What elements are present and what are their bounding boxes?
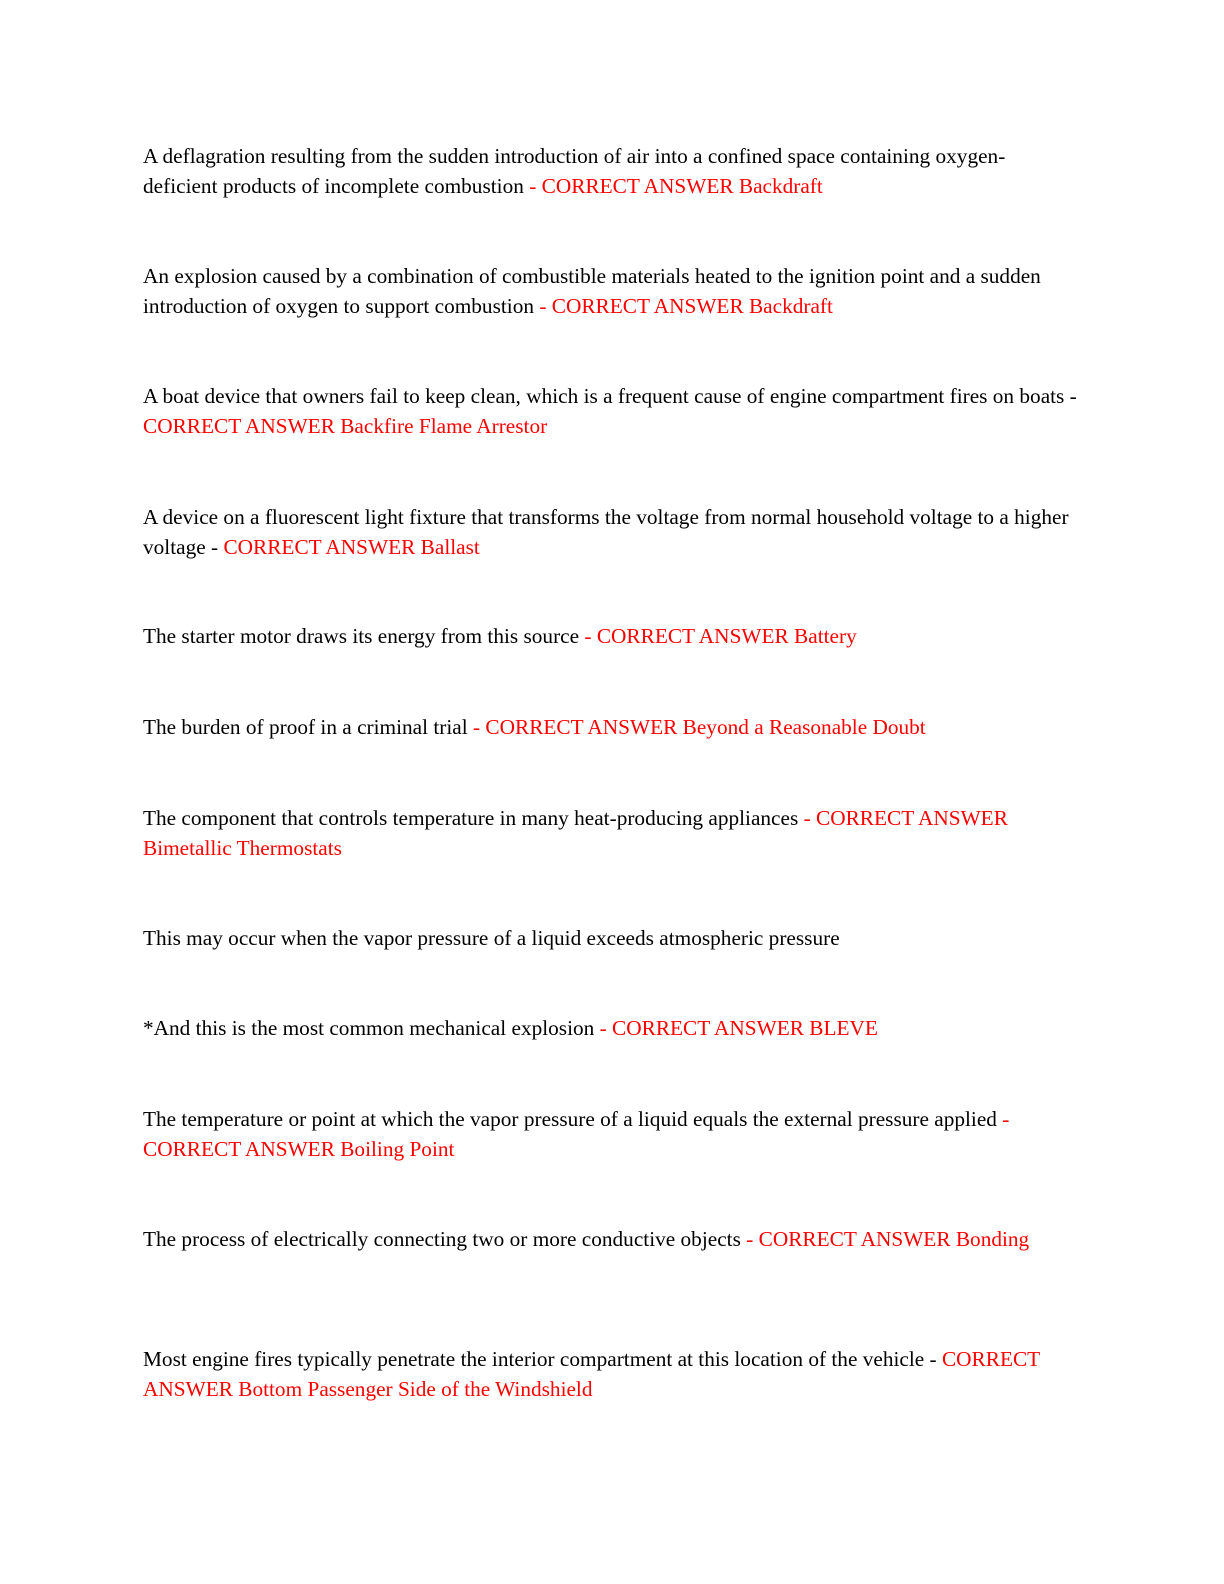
answer-text: - CORRECT ANSWER Bimetallic Thermostats — [143, 806, 1008, 860]
answer-text: - CORRECT ANSWER Battery — [584, 624, 857, 648]
qa-item — [143, 1225, 1078, 1255]
qa-item — [143, 622, 1078, 652]
answer-text: CORRECT ANSWER Ballast — [223, 534, 480, 559]
answer-text: CORRECT ANSWER Backfire Flame Arrestor — [143, 413, 548, 438]
qa-item — [143, 1014, 1078, 1044]
qa-item — [143, 142, 1078, 201]
answer-text: - CORRECT ANSWER BLEVE — [599, 1016, 878, 1040]
question-text: The starter motor draws its energy from this source — [143, 624, 580, 648]
question-text: A deflagration resulting from the sudden introduction of air into a confined space containing oxygen-deficient products of incomplete combustion — [143, 144, 1006, 198]
answer-text: - CORRECT ANSWER Backdraft — [529, 173, 823, 198]
question-text: A device on a fluorescent light fixture that transforms the voltage from normal household voltage to a higher voltage - — [143, 505, 1069, 559]
question-text: The process of electrically connecting two or more conductive objects — [143, 1227, 741, 1251]
question-text: The component that controls temperature in many heat-producing appliances — [143, 806, 799, 830]
answer-text: CORRECT ANSWER Bottom Passenger Side of the Windshield — [143, 1347, 1040, 1401]
question-text: A boat device that owners fail to keep clean, which is a frequent cause of engine compartment fires on boats - — [143, 384, 1077, 408]
question-text: An explosion caused by a combination of combustible materials heated to the ignition point and a sudden introduction of oxygen to support combustion — [143, 264, 1041, 318]
question-text: This may occur when the vapor pressure of a liquid exceeds atmospheric pressure — [143, 926, 840, 950]
qa-item — [143, 804, 1078, 863]
qa-item — [143, 262, 1078, 321]
answer-text: - CORRECT ANSWER Backdraft — [539, 293, 833, 318]
question-text: *And this is the most common mechanical explosion — [143, 1016, 595, 1040]
qa-item — [143, 713, 1078, 743]
qa-item — [143, 382, 1078, 441]
question-text: The burden of proof in a criminal trial — [143, 715, 468, 739]
qa-item — [143, 1105, 1078, 1164]
qa-item — [143, 1345, 1078, 1404]
question-text: Most engine fires typically penetrate the interior compartment at this location of the vehicle - — [143, 1347, 937, 1371]
qa-item — [143, 503, 1078, 562]
question-text: The temperature or point at which the vapor pressure of a liquid equals the external pressure applied — [143, 1107, 997, 1131]
qa-item — [143, 924, 1078, 954]
answer-text: - CORRECT ANSWER Beyond a Reasonable Doubt — [473, 715, 926, 739]
answer-text: - CORRECT ANSWER Bonding — [746, 1227, 1030, 1251]
answer-text: - CORRECT ANSWER Boiling Point — [143, 1107, 1010, 1161]
